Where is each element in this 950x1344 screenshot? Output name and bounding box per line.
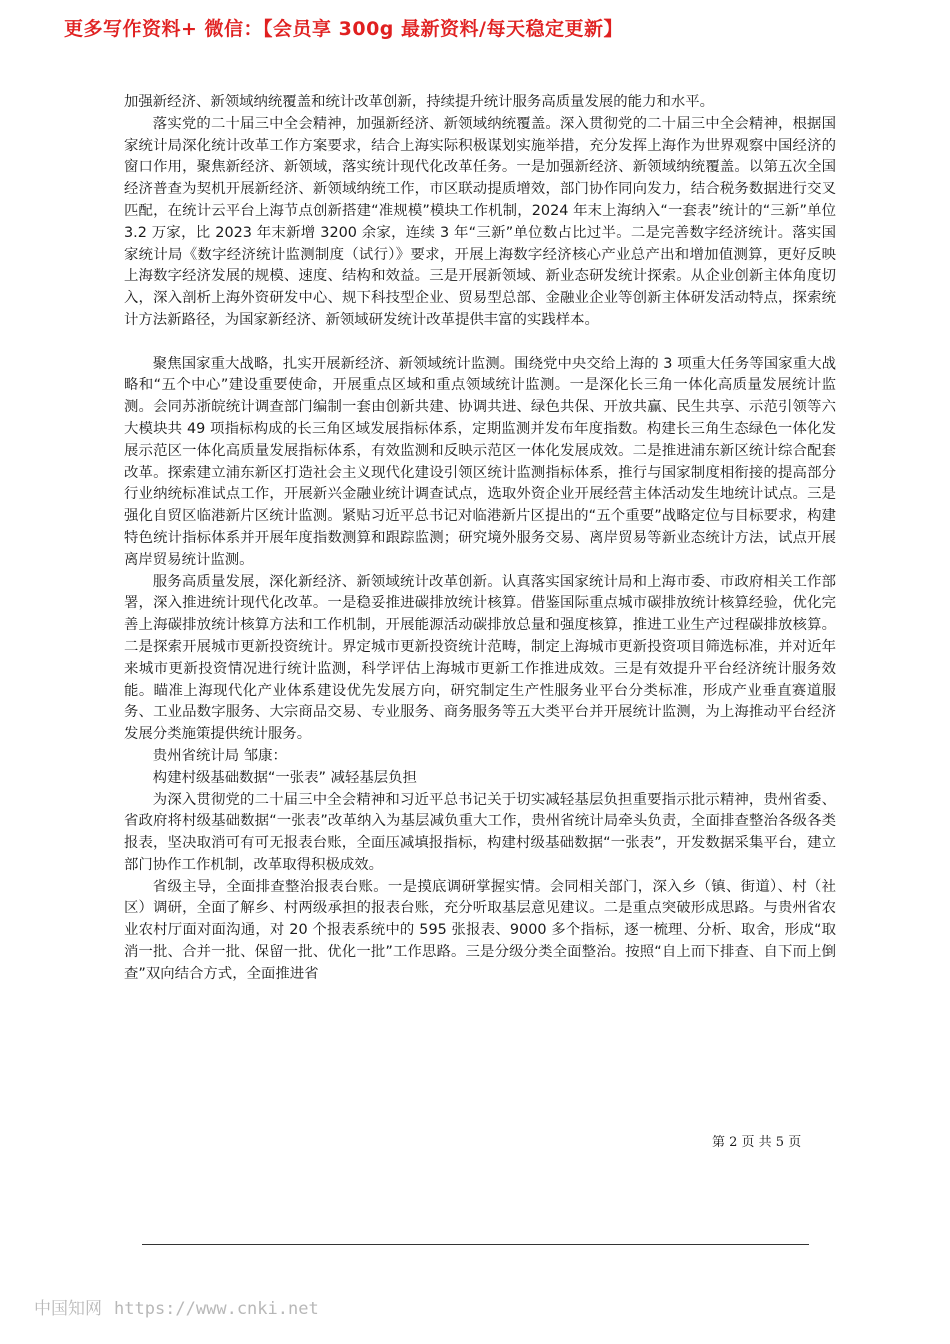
section-heading: 构建村级基础数据“一张表” 减轻基层负担 — [152, 769, 417, 786]
cnki-watermark — [34, 1294, 319, 1319]
paragraph-new-economy-coverage: 落实党的二十届三中全会精神，加强新经济、新领域纳统覆盖。深入贯彻党的二十届三中全会精神，根据国家统计局深化统计改革工作方案要求，结合上海实际积极谋划实施举措，充分发挥上海作为世界观察中国经济的窗口作用，聚焦新经济、新领域，落实统计现代化改革任务。一是加强新经济、新领域纳统覆盖。以第五次全国经济普查为契机开展新经济、新领域纳统工作，市区联动提质增效，部门协作同向发力，结合税务数据进行交叉匹配，在统计云平台上海节点创新搭建“准规模”模块工作机制，2024 年末上海纳入“一套表”统计的“三新”单位 3.2 万家，比 2023 年末新增 3200 余家，连续 3 年“三新”单位数占比过半。二是完善数字经济统计。落实国家统计局《数字经济统计监测制度（试行）》要求，开展上海数字经济核心产业总产出和增加值测算，更好反映上海数字经济发展的规模、速度、结构和效益。三是开展新领域、新业态研发统计探索。从企业创新主体角度切入，深入剖析上海外资研发中心、规下科技型企业、贸易型总部、金融业企业等创新主体研发活动特点，探索统计方法新路径，为国家新经济、新领域研发统计改革提供丰富的实践样本。 — [124, 115, 836, 328]
paragraph-statistics-reform: 服务高质量发展，深化新经济、新领域统计改革创新。认真落实国家统计局和上海市委、市政府相关工作部署，深入推进统计现代化改革。一是稳妥推进碳排放统计核算。借鉴国际重点城市碳排放统计核算经验，优化完善上海碳排放统计核算方法和工作机制，开展能源活动碳排放总量和强度核算，推进工业生产过程碳排放核算。二是探索开展城市更新投资统计。界定城市更新投资统计范畴，制定上海城市更新投资项目筛选标准，并对近年来城市更新投资情况进行统计监测，科学评估上海城市更新工作推进成效。三是有效提升平台经济统计服务效能。瞄准上海现代化产业体系建设优先发展方向，研究制定生产性服务业平台分类标准，形成产业垂直赛道服务、工业品数字服务、大宗商品交易、专业服务、商务服务等五大类平台并开展统计监测，为上海推动平台经济发展分类施策提供统计服务。 — [124, 573, 836, 743]
paragraph-continuation: 加强新经济、新领域纳统覆盖和统计改革创新，持续提升统计服务高质量发展的能力和水平。 — [124, 94, 715, 110]
page-number: 第 2 页 共 5 页 — [712, 1135, 802, 1150]
watermark-url: https://www.cnki.net — [114, 1299, 319, 1319]
speaker-line: 贵州省统计局 邹康： — [152, 747, 287, 764]
watermark-site-name: 中国知网 — [34, 1299, 102, 1319]
paragraph-national-strategy-monitoring: 聚焦国家重大战略，扎实开展新经济、新领域统计监测。围绕党中央交给上海的 3 项重大任务等国家重大战略和“五个中心”建设重要使命，开展重点区域和重点领域统计监测。一是深化长三角一体化高质量发展统计监测。会同苏浙皖统计调查部门编制一套由创新共建、协调共进、绿色共保、开放共赢、民生共享、示范引领等六大模块共 49 项指标构成的长三角区域发展指标体系，定期监测并发布年度指数。构建长三角生态绿色一体化发展示范区一体化高质量发展指标体系，有效监测和反映示范区一体化发展成效。二是推进浦东新区统计综合配套改革。探索建立浦东新区打造社会主义现代化建设引领区统计监测指标体系，推行与国家制度相衔接的提高部分行业纳统标准试点工作，开展新兴金融业统计调查试点，选取外资企业开展经营主体活动发生地统计试点。三是强化自贸区临港新片区统计监测。紧贴习近平总书记对临港新片区提出的“五个重要”战略定位与目标要求，构建特色统计指标体系并开展年度指数测算和跟踪监测；研究境外服务交易、离岸贸易等新业态统计方法，试点开展离岸贸易统计监测。 — [124, 355, 836, 568]
promo-banner: 更多写作资料+ 微信：【会员享 300g 最新资料/每天稳定更新】 — [64, 18, 623, 40]
document-body — [124, 92, 836, 986]
paragraph-provincial-rectification: 省级主导，全面排查整治报表台账。一是摸底调研掌握实情。会同相关部门，深入乡（镇、街道）、村（社区）调研，全面了解乡、村两级承担的报表台账，充分听取基层意见建议。二是重点突破形成思路。与贵州省农业农村厅面对面沟通，对 20 个报表系统中的 595 张报表、9000 多个指标，逐一梳理、分析、取舍，形成“取消一批、合并一批、保留一批、优化一批”工作思路。三是分级分类全面整治。按照“自上而下排查、自下而上倒查”双向结合方式，全面推进省 — [124, 878, 836, 982]
footer-divider — [142, 1244, 809, 1245]
paragraph-village-data-table: 为深入贯彻党的二十届三中全会精神和习近平总书记关于切实减轻基层负担重要指示批示精神，贵州省委、省政府将村级基础数据“一张表”改革纳入为基层减负重大工作，贵州省统计局牵头负责，全面排查整治各级各类报表，坚决取消可有可无报表台账，全面压减填报指标，构建村级基础数据“一张表”，开发数据采集平台，建立部门协作工作机制，改革取得积极成效。 — [124, 791, 836, 873]
